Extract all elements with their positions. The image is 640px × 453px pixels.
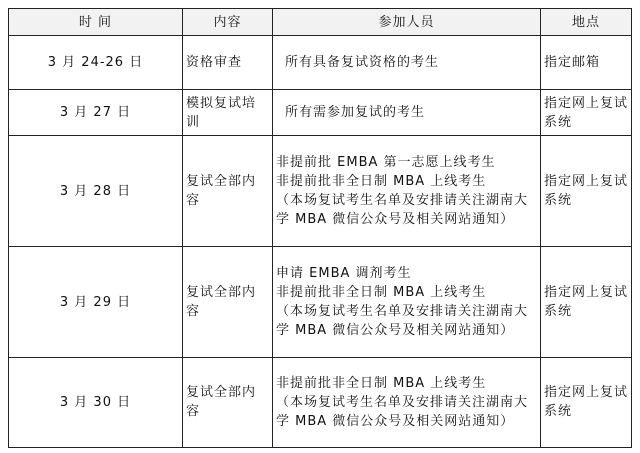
table-row bbox=[9, 136, 632, 247]
row-content: 复试全部内容 bbox=[183, 357, 273, 447]
participant-line: 所有具备复试资格的考生 bbox=[285, 54, 440, 70]
row-time: 3 月 28 日 bbox=[9, 136, 183, 247]
schedule-table bbox=[8, 8, 632, 448]
row-participants bbox=[273, 247, 541, 358]
participant-line: 非提前批非全日制 MBA 上线考生 bbox=[276, 285, 487, 301]
table-row bbox=[9, 247, 632, 358]
header-participants: 参加人员 bbox=[273, 9, 541, 36]
table-row bbox=[9, 36, 632, 90]
row-location: 指定网上复试系统 bbox=[541, 357, 632, 447]
row-content: 资格审查 bbox=[183, 36, 273, 90]
row-time: 3 月 30 日 bbox=[9, 357, 183, 447]
participant-line: 申请 EMBA 调剂考生 bbox=[276, 266, 412, 282]
participant-line: 非提前批 EMBA 第一志愿上线考生 bbox=[276, 155, 496, 171]
row-participants bbox=[273, 89, 541, 136]
row-time: 3 月 24-26 日 bbox=[9, 36, 183, 90]
participant-note: （本场复试考生名单及安排请关注湖南大学 MBA 微信公众号及相关网站通知） bbox=[276, 304, 529, 339]
participant-line: 非提前批非全日制 MBA 上线考生 bbox=[276, 375, 487, 391]
header-content: 内容 bbox=[183, 9, 273, 36]
row-content: 复试全部内容 bbox=[183, 136, 273, 247]
table-row bbox=[9, 357, 632, 447]
header-location: 地点 bbox=[541, 9, 632, 36]
participant-line: 所有需参加复试的考生 bbox=[285, 105, 426, 121]
row-location: 指定网上复试系统 bbox=[541, 89, 632, 136]
row-time: 3 月 27 日 bbox=[9, 89, 183, 136]
row-participants bbox=[273, 357, 541, 447]
header-time: 时 间 bbox=[9, 9, 183, 36]
header-row bbox=[9, 9, 632, 36]
row-location: 指定邮箱 bbox=[541, 36, 632, 90]
participant-note: （本场复试考生名单及安排请关注湖南大学 MBA 微信公众号及相关网站通知） bbox=[276, 193, 529, 228]
row-content: 模拟复试培训 bbox=[183, 89, 273, 136]
row-participants bbox=[273, 136, 541, 247]
row-content: 复试全部内容 bbox=[183, 247, 273, 358]
participant-note: （本场复试考生名单及安排请关注湖南大学 MBA 微信公众号及相关网站通知） bbox=[276, 394, 529, 429]
row-location: 指定网上复试系统 bbox=[541, 136, 632, 247]
row-time: 3 月 29 日 bbox=[9, 247, 183, 358]
participant-line: 非提前批非全日制 MBA 上线考生 bbox=[276, 174, 487, 190]
row-participants bbox=[273, 36, 541, 90]
table-row bbox=[9, 89, 632, 136]
row-location: 指定网上复试系统 bbox=[541, 247, 632, 358]
